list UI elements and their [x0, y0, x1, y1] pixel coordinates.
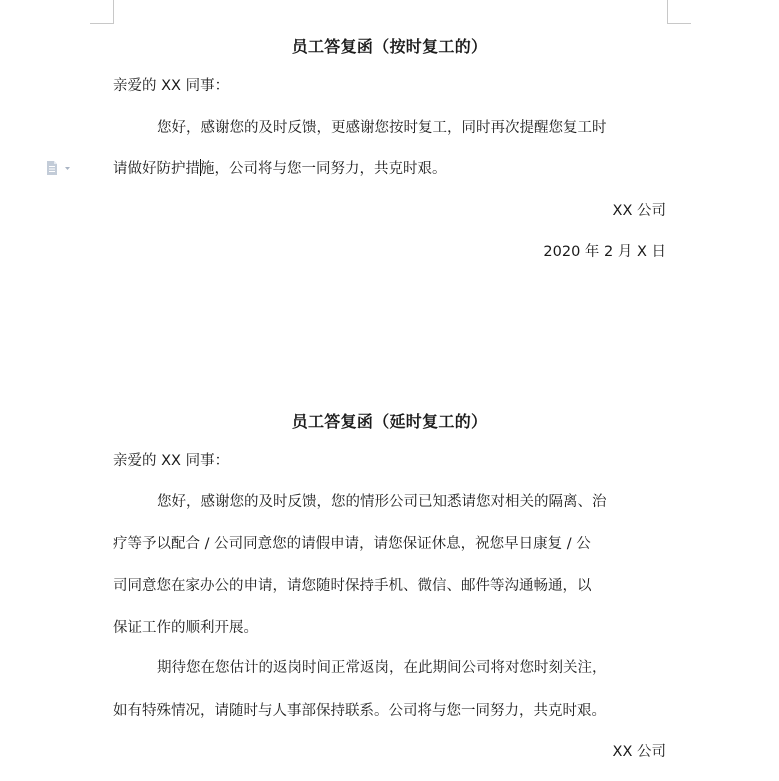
letter1-paragraph-line[interactable] [113, 159, 666, 179]
document-icon [46, 161, 72, 175]
chevron-down-icon [65, 167, 70, 170]
letter2-paragraph-line: 您好，感谢您的及时反馈，您的情形公司已知悉请您对相关的隔离、治 [157, 494, 607, 510]
crop-mark-top-left [90, 0, 114, 24]
letter1-title: 员工答复函（按时复工的） [291, 37, 488, 56]
letter2-paragraph-line: 疗等予以配合 / 公司同意您的请假申请，请您保证休息，祝您早日康复 / 公 [113, 536, 591, 552]
letter1-paragraph-line: 您好，感谢您的及时反馈，更感谢您按时复工，同时再次提醒您复工时 [157, 120, 607, 136]
letter2-paragraph-line: 期待您在您估计的返岗时间正常返岗，在此期间公司将对您时刻关注， [157, 660, 607, 676]
letter1-text-after-caret: 施，公司将与您一同努力，共克时艰。 [200, 161, 447, 177]
letter2-paragraph-line: 保证工作的顺利开展。 [113, 620, 258, 636]
letter1-signature: XX 公司 [612, 203, 666, 219]
paragraph-options-button[interactable] [46, 160, 72, 174]
letter2-paragraph-line: 如有特殊情况，请随时与人事部保持联系。公司将与您一同努力，共克时艰。 [113, 703, 606, 719]
letter2-signature: XX 公司 [612, 744, 666, 760]
letter1-salutation: 亲爱的 XX 同事： [113, 78, 230, 94]
letter1-date: 2020 年 2 月 X 日 [543, 244, 666, 260]
letter2-salutation: 亲爱的 XX 同事： [113, 453, 230, 469]
letter2-title: 员工答复函（延时复工的） [291, 412, 488, 431]
letter2-paragraph-line: 司同意您在家办公的申请，请您随时保持手机、微信、邮件等沟通畅通，以 [113, 578, 592, 594]
letter1-text-before-caret: 请做好防护措 [113, 161, 200, 177]
crop-mark-top-right [667, 0, 691, 24]
